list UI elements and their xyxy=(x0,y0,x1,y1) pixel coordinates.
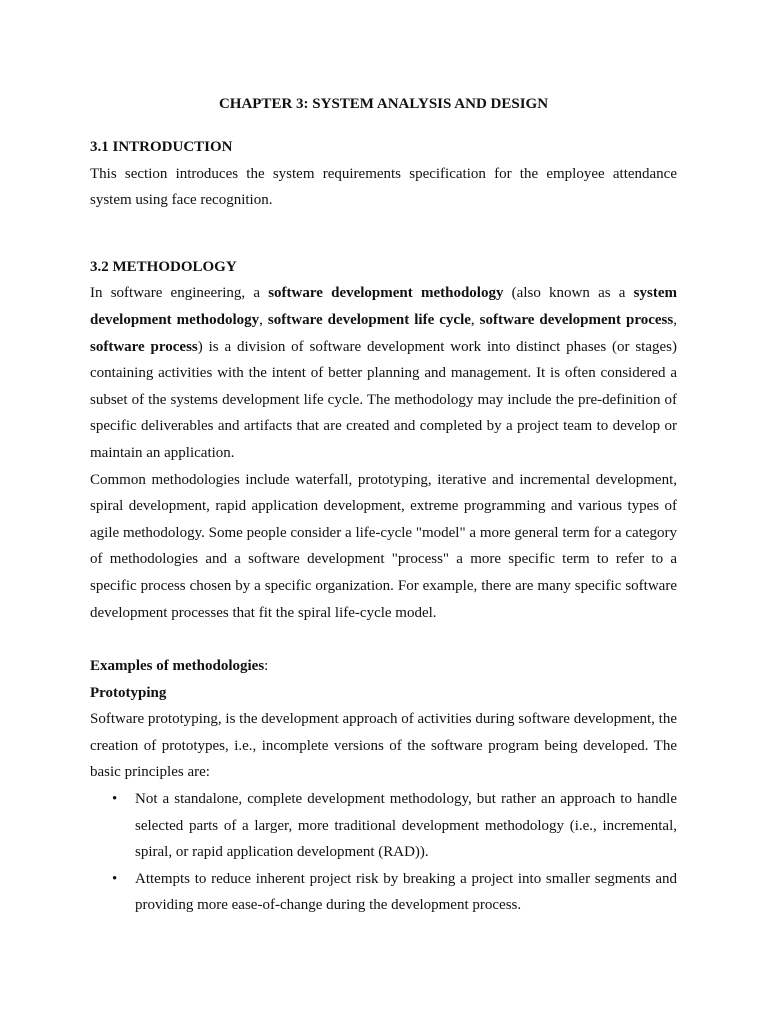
text-run: , xyxy=(259,311,268,328)
bold-term: software development process xyxy=(479,311,674,328)
text-run: ) is a division of software development work into distinct phases (or stages) containing activities with the intent of better planning and management. It is often considered a subset of the systems development life cycle. The methodology may include the pre-definition of specific deliverables and artifacts that are created and completed by a project team to develop or maintain an application. xyxy=(90,338,677,461)
text-run: , xyxy=(470,311,480,328)
introduction-paragraph: This section introduces the system requirements specification for the employee attendance system using face recognition. xyxy=(90,165,677,209)
bold-term: software development methodology xyxy=(268,285,504,302)
methodology-paragraph-1 xyxy=(90,280,677,466)
bold-term: system development methodology xyxy=(90,285,677,328)
section-heading-methodology: 3.2 METHODOLOGY xyxy=(90,258,237,275)
bullet-icon: • xyxy=(112,870,118,887)
list-item xyxy=(90,786,677,866)
spacer xyxy=(90,214,677,254)
methodology-paragraph-2: Common methodologies include waterfall, prototyping, iterative and incremental development, spiral development, rapid application development, extreme programming and various types of agile methodology. Some people consider a life-cycle "model" a more general term for a category of methodologies and a software development "process" a more specific term to refer to a specific process chosen by a specific organization. For example, there are many specific software development processes that fit the spiral life-cycle model. xyxy=(90,471,677,621)
prototyping-paragraph: Software prototyping, is the development approach of activities during software development, the creation of prototypes, i.e., incomplete versions of the software program being developed. The basic principles are: xyxy=(90,711,677,781)
document-page xyxy=(90,94,677,919)
text-run: (also known as a xyxy=(503,285,634,302)
chapter-title: CHAPTER 3: SYSTEM ANALYSIS AND DESIGN xyxy=(218,96,549,112)
prototyping-heading: Prototyping xyxy=(90,684,167,701)
text-run: In software engineering, a xyxy=(90,285,269,302)
text-run: , xyxy=(673,311,677,328)
examples-heading-text: Examples of methodologies xyxy=(90,658,265,675)
principles-list xyxy=(90,786,677,919)
bullet-icon: • xyxy=(112,791,118,808)
spacer xyxy=(90,626,677,653)
examples-heading-colon: : xyxy=(264,658,269,675)
list-item xyxy=(90,866,677,919)
examples-heading xyxy=(90,653,677,680)
list-item-text: Not a standalone, complete development methodology, but rather an approach to handle selected parts of a larger, more traditional development methodology (i.e., incremental, spiral, or rapid application development (RAD)). xyxy=(135,791,677,861)
list-item-text: Attempts to reduce inherent project risk by breaking a project into smaller segments and providing more ease-of-change during the development process. xyxy=(135,870,677,914)
section-heading-introduction: 3.1 INTRODUCTION xyxy=(90,139,233,155)
bold-term: software process xyxy=(90,338,198,355)
bold-term: software development life cycle xyxy=(267,311,471,328)
